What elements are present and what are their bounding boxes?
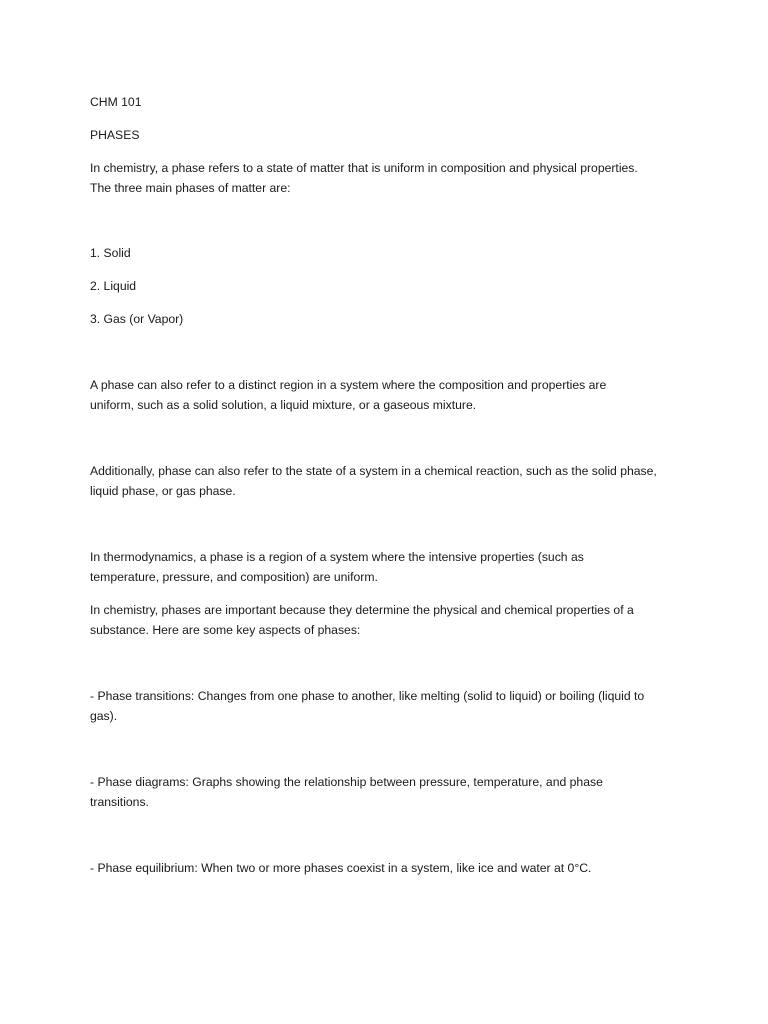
bullet-transitions-line-2: gas). xyxy=(90,709,118,723)
bullet-transitions-line-1: - Phase transitions: Changes from one phase to another, like melting (solid to liquid) or boiling (liquid to xyxy=(90,689,645,703)
bullet-equilibrium-line-1: - Phase equilibrium: When two or more phases coexist in a system, like ice and water at 0°C. xyxy=(90,861,592,875)
intro-line-2: The three main phases of matter are: xyxy=(90,181,291,195)
list-item-solid: 1. Solid xyxy=(90,246,131,260)
importance-paragraph-line-2: substance. Here are some key aspects of phases: xyxy=(90,623,361,637)
bullet-diagrams-line-1: - Phase diagrams: Graphs showing the relationship between pressure, temperature, and phase xyxy=(90,775,603,789)
reaction-paragraph-line-1: Additionally, phase can also refer to the state of a system in a chemical reaction, such as the solid phase, xyxy=(90,464,657,478)
reaction-paragraph-line-2: liquid phase, or gas phase. xyxy=(90,484,236,498)
bullet-diagrams-line-2: transitions. xyxy=(90,795,149,809)
thermo-paragraph-line-1: In thermodynamics, a phase is a region of a system where the intensive properties (such as xyxy=(90,550,584,564)
list-item-gas: 3. Gas (or Vapor) xyxy=(90,312,184,326)
course-code: CHM 101 xyxy=(90,95,142,109)
list-item-liquid: 2. Liquid xyxy=(90,279,137,293)
importance-paragraph-line-1: In chemistry, phases are important because they determine the physical and chemical properties of a xyxy=(90,603,634,617)
thermo-paragraph-line-2: temperature, pressure, and composition) are uniform. xyxy=(90,570,378,584)
region-paragraph-line-1: A phase can also refer to a distinct region in a system where the composition and properties are xyxy=(90,378,607,392)
region-paragraph-line-2: uniform, such as a solid solution, a liquid mixture, or a gaseous mixture. xyxy=(90,398,477,412)
intro-line-1: In chemistry, a phase refers to a state of matter that is uniform in composition and physical properties. xyxy=(90,161,638,175)
page-heading: PHASES xyxy=(90,128,140,142)
